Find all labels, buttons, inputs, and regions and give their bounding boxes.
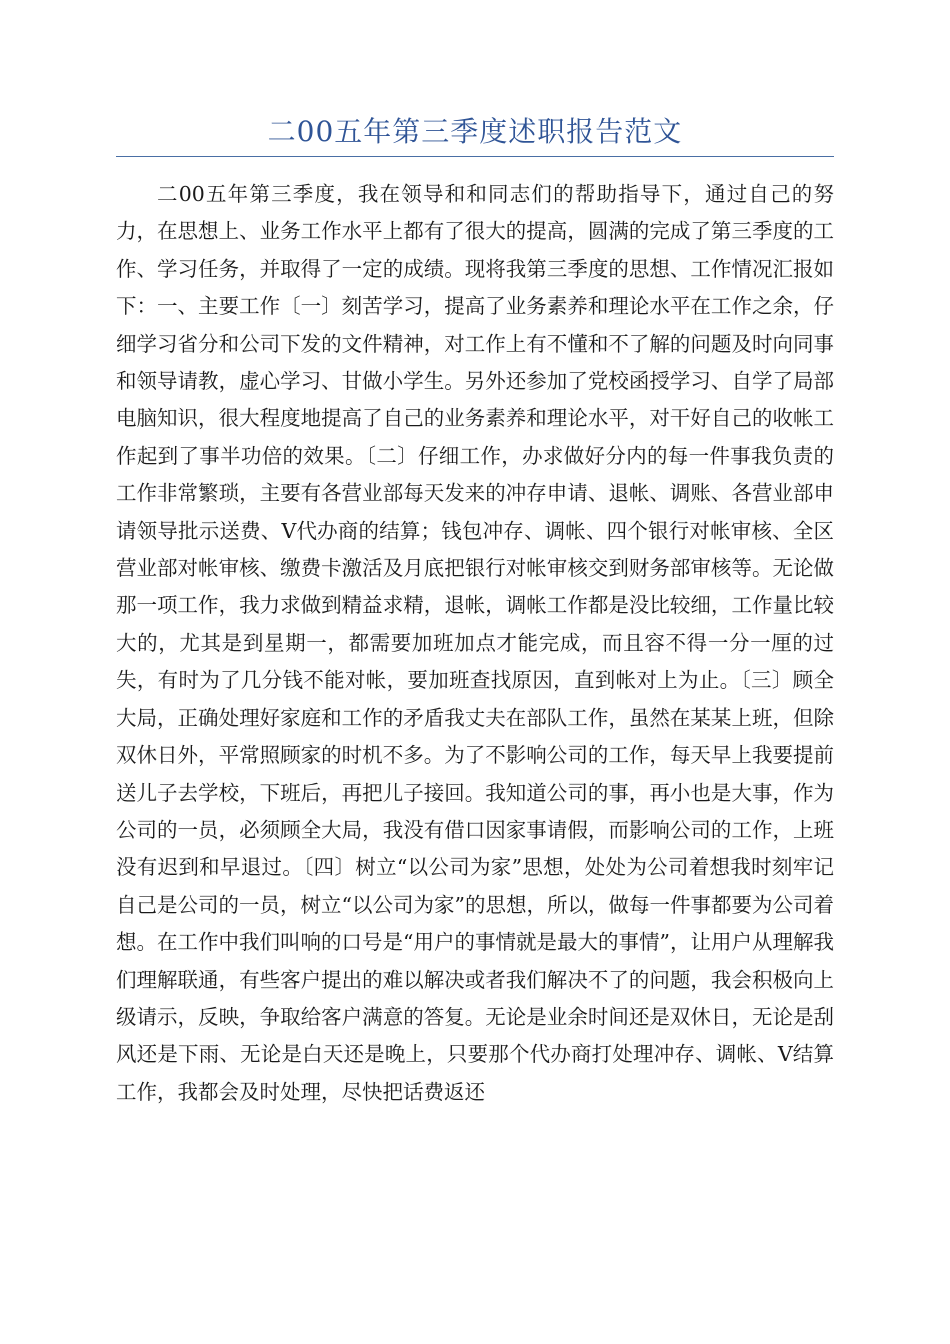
body-paragraph: 二00五年第三季度，我在领导和和同志们的帮助指导下，通过自己的努力，在思想上、业务工作水平上都有了很大的提高，圆满的完成了第三季度的工作、学习任务，并取得了一定的成绩。现将我第三季度的思想、工作情况汇报如下：一、主要工作〔一〕刻苦学习，提高了业务素养和理论水平在工作之余，仔细学习省分和公司下发的文件精神，对工作上有不懂和不了解的问题及时向同事和领导请教，虚心学习、甘做小学生。另外还参加了党校函授学习、自学了局部电脑知识，很大程度地提高了自己的业务素养和理论水平，对干好自己的收帐工作起到了事半功倍的效果。〔二〕仔细工作，办求做好分内的每一件事我负责的工作非常繁琐，主要有各营业部每天发来的冲存申请、退帐、调账、各营业部申请领导批示送费、V代办商的结算；钱包冲存、调帐、四个银行对帐审核、全区营业部对帐审核、缴费卡激活及月底把银行对帐审核交到财务部审核等。无论做那一项工作，我力求做到精益求精，退帐，调帐工作都是没比较细，工作量比较大的，尤其是到星期一，都需要加班加点才能完成，而且容不得一分一厘的过失，有时为了几分钱不能对帐，要加班查找原因，直到帐对上为止。〔三〕顾全大局，正确处理好家庭和工作的矛盾我丈夫在部队工作，虽然在某某上班，但除双休日外，平常照顾家的时机不多。为了不影响公司的工作，每天早上我要提前送儿子去学校，下班后，再把儿子接回。我知道公司的事，再小也是大事，作为公司的一员，必须顾全大局，我没有借口因家事请假，而影响公司的工作，上班没有迟到和早退过。〔四〕树立“以公司为家”思想，处处为公司着想我时刻牢记自己是公司的一员，树立“以公司为家”的思想，所以，做每一件事都要为公司着想。在工作中我们叫响的口号是“用户的事情就是最大的事情”，让用户从理解我们理解联通，有些客户提出的难以解决或者我们解决不了的问题，我会积极向上级请示，反映，争取给客户满意的答复。无论是业余时间还是双休日，无论是刮风还是下雨、无论是白天还是晚上，只要那个代办商打处理冲存、调帐、V结算工作，我都会及时处理，尽快把话费返还 (116, 182, 834, 1104)
title-block (116, 112, 834, 157)
page-title: 二00五年第三季度述职报告范文 (267, 115, 683, 148)
